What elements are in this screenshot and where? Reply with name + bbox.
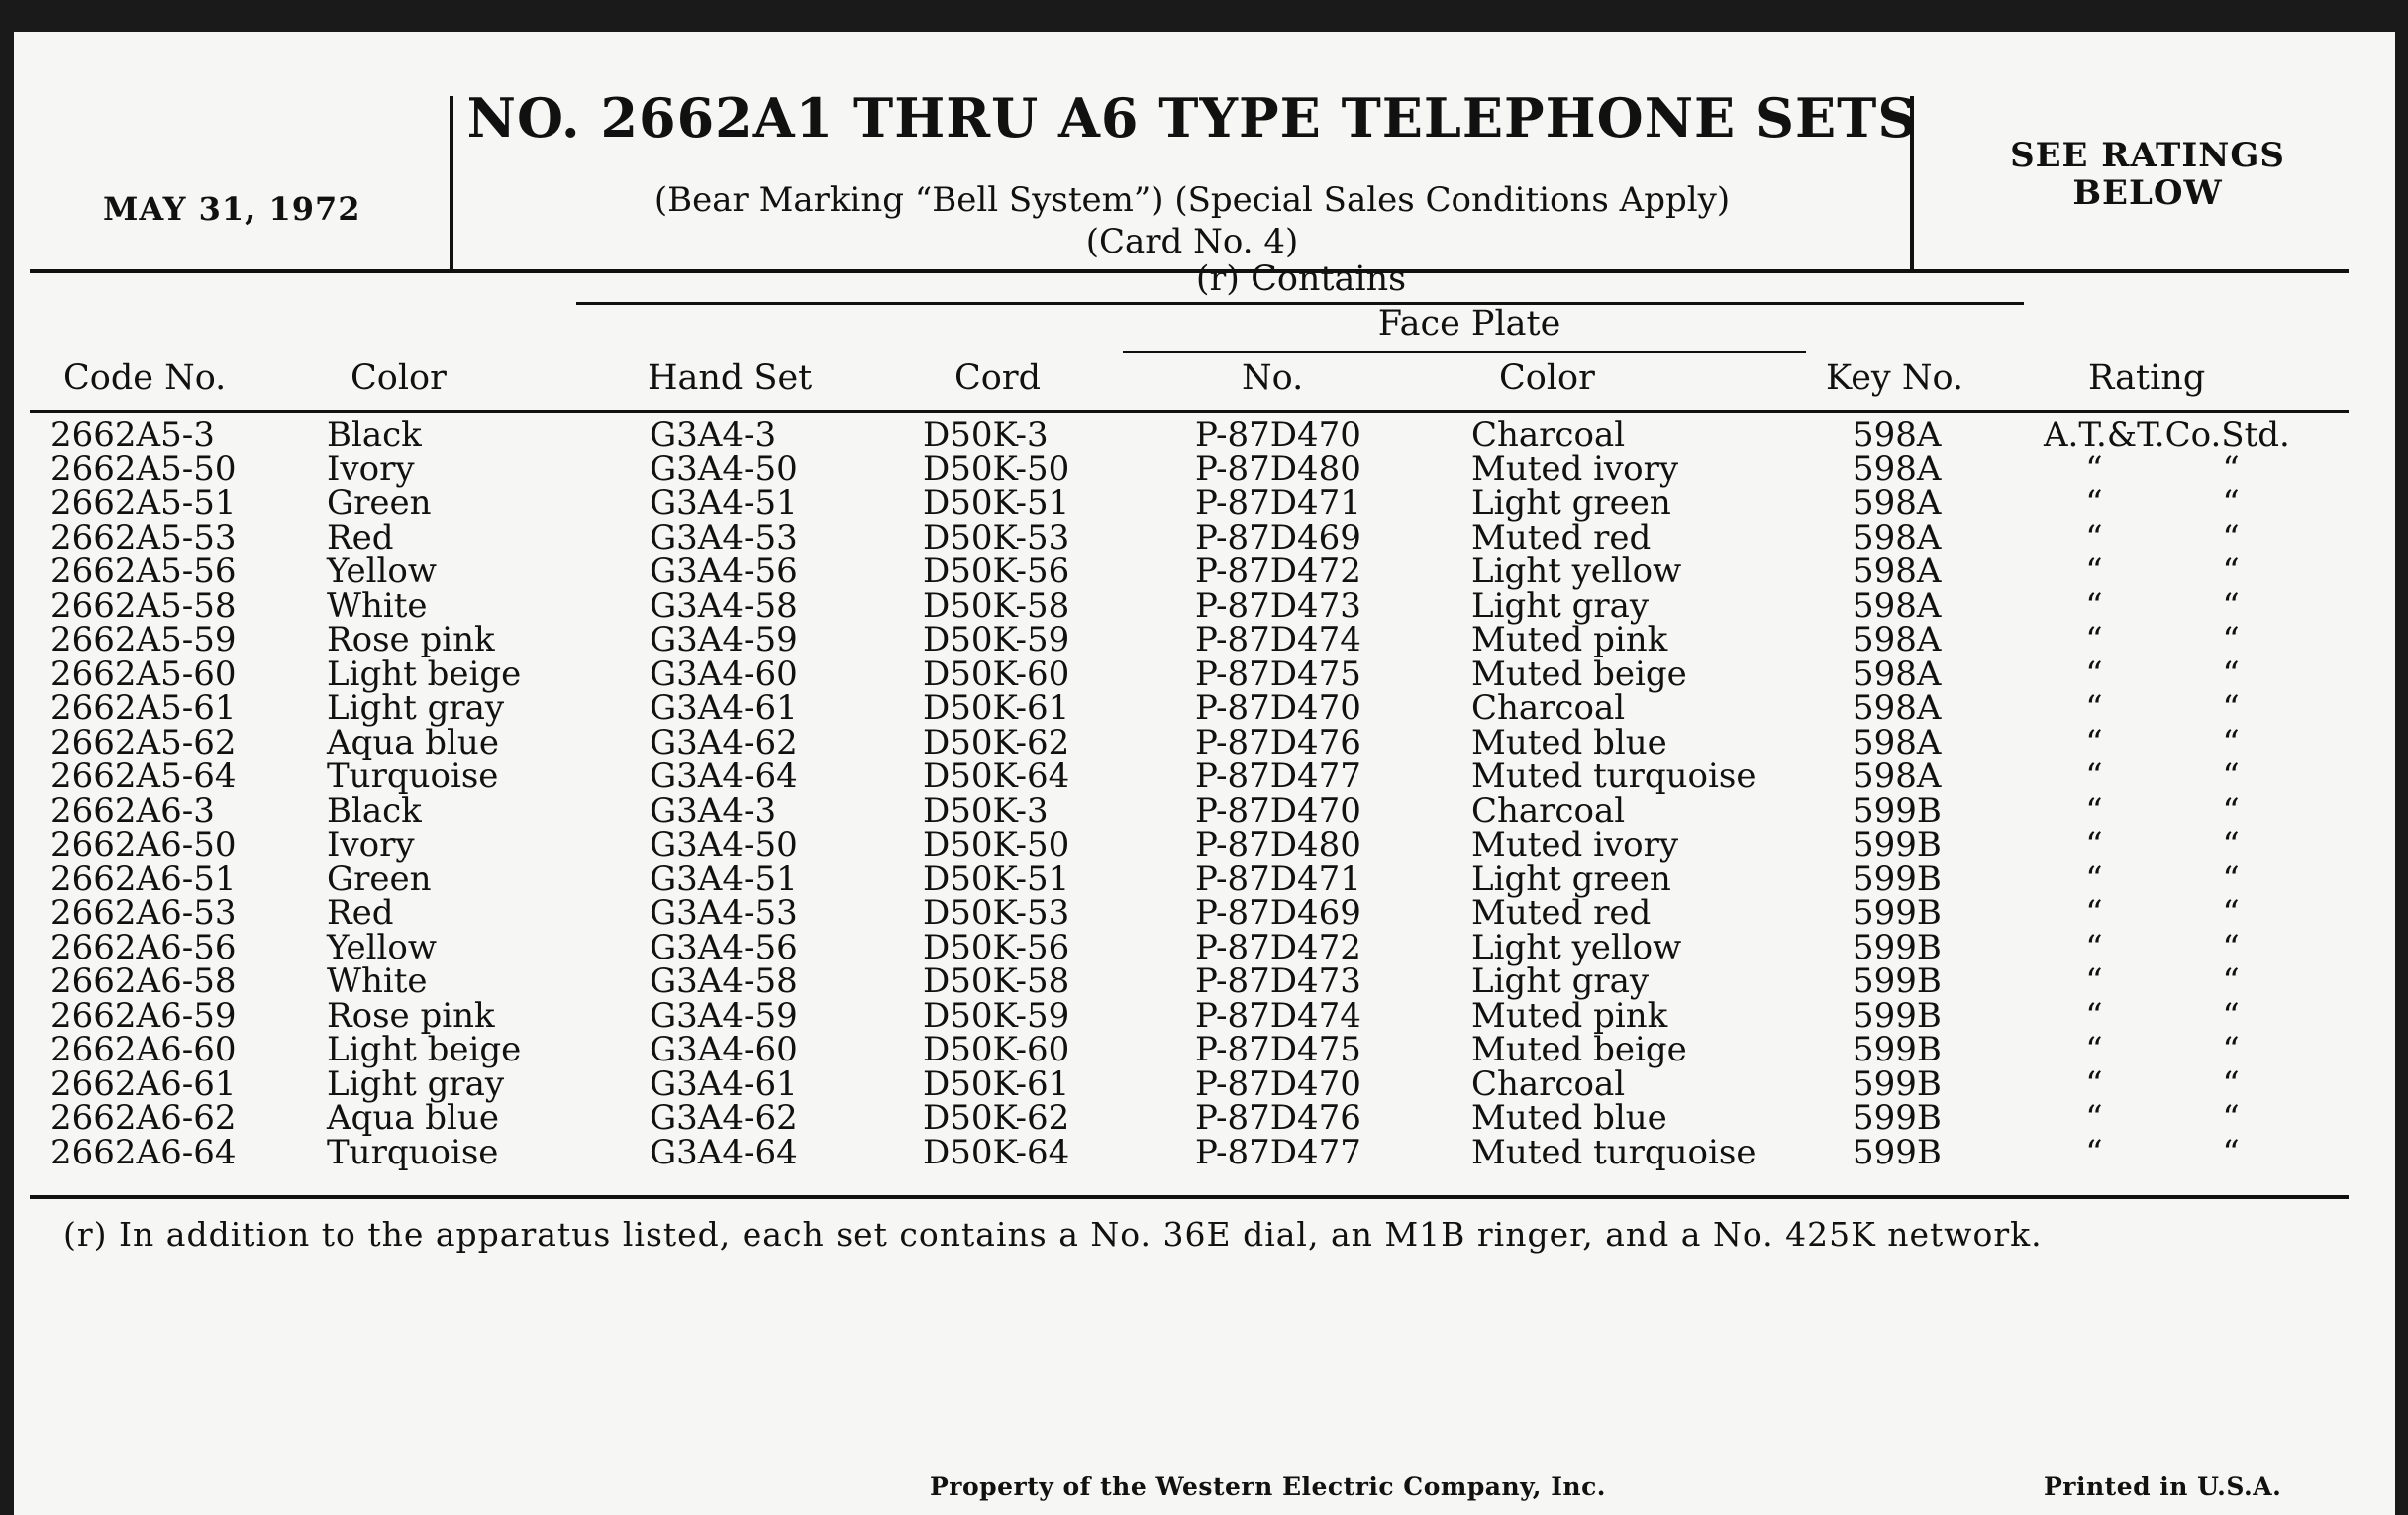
cell-cord: D50K-64 — [923, 757, 1070, 796]
cell-hand-set: G3A4-60 — [650, 1030, 798, 1069]
cell-faceplate-no: P-87D475 — [1195, 1030, 1361, 1069]
cell-hand-set: G3A4-51 — [650, 858, 798, 899]
cell-rating: “ “ — [2085, 449, 2240, 489]
cell-cord: D50K-59 — [923, 620, 1070, 659]
cell-rating: “ “ — [2085, 688, 2240, 728]
cell-color: Turquoise — [327, 1132, 499, 1172]
cell-cord: D50K-62 — [923, 1098, 1070, 1138]
cell-cord: D50K-58 — [923, 585, 1070, 626]
cell-code: 2662A6-53 — [50, 893, 237, 933]
cell-cord: D50K-58 — [923, 961, 1070, 1001]
cell-color: Light beige — [327, 1030, 522, 1069]
cell-code: 2662A6-61 — [50, 1063, 237, 1104]
cell-rating: “ “ — [2085, 1132, 2240, 1172]
cell-color: Ivory — [327, 449, 415, 489]
cell-rating: “ “ — [2085, 825, 2240, 864]
cell-faceplate-no: P-87D474 — [1195, 620, 1361, 659]
cell-hand-set: G3A4-56 — [650, 927, 798, 967]
cell-color: Green — [327, 483, 432, 523]
cell-code: 2662A5-62 — [50, 722, 237, 762]
cell-code: 2662A5-3 — [50, 415, 215, 454]
column-header-rule — [30, 410, 2349, 413]
cell-cord: D50K-56 — [923, 552, 1070, 591]
cell-faceplate-color: Muted beige — [1471, 654, 1687, 694]
table-row — [14, 961, 2395, 1001]
cell-faceplate-color: Muted red — [1471, 517, 1652, 557]
faceplate-group-header: Face Plate — [1377, 304, 1561, 344]
cell-hand-set: G3A4-64 — [650, 1132, 798, 1172]
col-header-rating: Rating — [2088, 358, 2206, 398]
cell-cord: D50K-61 — [923, 688, 1070, 728]
cell-code: 2662A5-60 — [50, 654, 237, 694]
cell-hand-set: G3A4-64 — [650, 757, 798, 796]
cell-faceplate-no: P-87D477 — [1195, 1132, 1361, 1172]
cell-faceplate-color: Muted ivory — [1471, 449, 1679, 489]
table-row — [14, 1063, 2395, 1104]
ratings-note-line1: SEE RATINGS — [2010, 136, 2285, 175]
cell-key-no: 598A — [1853, 654, 1942, 694]
cell-code: 2662A5-50 — [50, 449, 237, 489]
property-notice: Property of the Western Electric Company, Inc. — [930, 1472, 1607, 1501]
cell-cord: D50K-50 — [923, 825, 1070, 864]
cell-faceplate-no: P-87D472 — [1195, 552, 1361, 591]
cell-rating: “ “ — [2085, 995, 2240, 1036]
cell-hand-set: G3A4-61 — [650, 1063, 798, 1104]
cell-hand-set: G3A4-3 — [650, 415, 777, 454]
cell-cord: D50K-51 — [923, 858, 1070, 899]
table-row — [14, 688, 2395, 728]
cell-faceplate-color: Charcoal — [1471, 688, 1626, 728]
cell-faceplate-color: Light green — [1471, 858, 1671, 899]
cell-faceplate-color: Charcoal — [1471, 1063, 1626, 1104]
card-subtitle: (Bear Marking “Bell System”) (Special Sales Conditions Apply) — [653, 180, 1731, 220]
cell-rating: “ “ — [2085, 1098, 2240, 1138]
card-number: (Card No. 4) — [1085, 222, 1299, 261]
cell-rating: “ “ — [2085, 585, 2240, 626]
issue-date: MAY 31, 1972 — [103, 190, 361, 228]
cell-code: 2662A6-51 — [50, 858, 237, 899]
cell-faceplate-color: Light green — [1471, 483, 1671, 523]
col-header-hand-set: Hand Set — [648, 358, 813, 398]
cell-faceplate-no: P-87D470 — [1195, 415, 1361, 454]
cell-hand-set: G3A4-60 — [650, 654, 798, 694]
cell-faceplate-no: P-87D476 — [1195, 1098, 1361, 1138]
cell-faceplate-color: Muted red — [1471, 893, 1652, 933]
cell-hand-set: G3A4-58 — [650, 585, 798, 626]
cell-faceplate-no: P-87D471 — [1195, 483, 1361, 523]
cell-faceplate-color: Muted pink — [1471, 995, 1668, 1036]
cell-code: 2662A6-3 — [50, 790, 215, 831]
cell-color: Light gray — [327, 1063, 505, 1104]
table-row — [14, 1098, 2395, 1138]
cell-hand-set: G3A4-62 — [650, 1098, 798, 1138]
cell-cord: D50K-53 — [923, 517, 1070, 557]
cell-rating: “ “ — [2085, 654, 2240, 694]
cell-key-no: 599B — [1853, 995, 1942, 1036]
cell-color: Yellow — [327, 552, 437, 591]
cell-color: Ivory — [327, 825, 415, 864]
col-header-key-no: Key No. — [1826, 358, 1964, 398]
cell-hand-set: G3A4-59 — [650, 620, 798, 659]
cell-cord: D50K-60 — [923, 1030, 1070, 1069]
printed-notice: Printed in U.S.A. — [2044, 1472, 2282, 1501]
cell-key-no: 598A — [1853, 415, 1942, 454]
cell-color: Green — [327, 858, 432, 899]
cell-rating: “ “ — [2085, 1063, 2240, 1104]
cell-faceplate-color: Muted turquoise — [1471, 1132, 1756, 1172]
cell-rating: A.T.&T.Co.Std. — [2044, 415, 2290, 454]
cell-rating: “ “ — [2085, 858, 2240, 899]
col-header-faceplate-no: No. — [1242, 358, 1304, 398]
cell-key-no: 598A — [1853, 620, 1942, 659]
cell-key-no: 599B — [1853, 825, 1942, 864]
cell-code: 2662A6-64 — [50, 1132, 237, 1172]
cell-faceplate-color: Light yellow — [1471, 927, 1682, 967]
cell-faceplate-color: Muted turquoise — [1471, 757, 1756, 796]
cell-color: Black — [327, 415, 422, 454]
table-row — [14, 722, 2395, 762]
cell-rating: “ “ — [2085, 893, 2240, 933]
table-row — [14, 858, 2395, 899]
cell-faceplate-color: Charcoal — [1471, 415, 1626, 454]
cell-code: 2662A5-59 — [50, 620, 237, 659]
cell-code: 2662A5-58 — [50, 585, 237, 626]
cell-faceplate-no: P-87D470 — [1195, 1063, 1361, 1104]
cell-code: 2662A6-60 — [50, 1030, 237, 1069]
cell-color: Light beige — [327, 654, 522, 694]
cell-cord: D50K-3 — [923, 415, 1049, 454]
cell-color: White — [327, 585, 428, 626]
table-row — [14, 1132, 2395, 1172]
cell-faceplate-color: Light gray — [1471, 961, 1650, 1001]
cell-faceplate-no: P-87D474 — [1195, 995, 1361, 1036]
cell-faceplate-no: P-87D473 — [1195, 585, 1361, 626]
cell-color: Rose pink — [327, 995, 495, 1036]
cell-faceplate-color: Light gray — [1471, 585, 1650, 626]
cell-key-no: 598A — [1853, 688, 1942, 728]
cell-rating: “ “ — [2085, 517, 2240, 557]
cell-rating: “ “ — [2085, 961, 2240, 1001]
cell-hand-set: G3A4-3 — [650, 790, 777, 831]
table-row — [14, 415, 2395, 454]
cell-faceplate-color: Muted blue — [1471, 722, 1667, 762]
cell-code: 2662A6-59 — [50, 995, 237, 1036]
cell-color: Light gray — [327, 688, 505, 728]
cell-rating: “ “ — [2085, 790, 2240, 831]
table-row — [14, 483, 2395, 523]
cell-key-no: 598A — [1853, 722, 1942, 762]
cell-rating: “ “ — [2085, 722, 2240, 762]
table-row — [14, 1030, 2395, 1069]
cell-rating: “ “ — [2085, 620, 2240, 659]
cell-cord: D50K-60 — [923, 654, 1070, 694]
table-row — [14, 790, 2395, 831]
table-row — [14, 825, 2395, 864]
cell-faceplate-color: Muted beige — [1471, 1030, 1687, 1069]
cell-hand-set: G3A4-50 — [650, 449, 798, 489]
cell-cord: D50K-50 — [923, 449, 1070, 489]
cell-color: White — [327, 961, 428, 1001]
cell-key-no: 599B — [1853, 858, 1942, 899]
cell-code: 2662A5-53 — [50, 517, 237, 557]
cell-faceplate-no: P-87D471 — [1195, 858, 1361, 899]
cell-key-no: 599B — [1853, 893, 1942, 933]
cell-faceplate-color: Muted ivory — [1471, 825, 1679, 864]
cell-color: Aqua blue — [327, 722, 499, 762]
header-divider-left — [450, 96, 453, 270]
ratings-note — [1940, 137, 2356, 212]
table-row — [14, 552, 2395, 591]
cell-code: 2662A5-51 — [50, 483, 237, 523]
cell-rating: “ “ — [2085, 483, 2240, 523]
catalog-card — [14, 32, 2395, 1515]
cell-rating: “ “ — [2085, 552, 2240, 591]
cell-code: 2662A5-61 — [50, 688, 237, 728]
cell-color: Black — [327, 790, 422, 831]
cell-faceplate-no: P-87D469 — [1195, 893, 1361, 933]
cell-hand-set: G3A4-56 — [650, 552, 798, 591]
cell-faceplate-no: P-87D473 — [1195, 961, 1361, 1001]
cell-key-no: 599B — [1853, 961, 1942, 1001]
cell-color: Aqua blue — [327, 1098, 499, 1138]
col-header-cord: Cord — [954, 358, 1041, 398]
cell-color: Red — [327, 517, 394, 557]
cell-hand-set: G3A4-53 — [650, 893, 798, 933]
cell-rating: “ “ — [2085, 757, 2240, 796]
table-row — [14, 759, 2395, 794]
cell-key-no: 599B — [1853, 790, 1942, 831]
cell-key-no: 599B — [1853, 1063, 1942, 1104]
table-row — [14, 517, 2395, 557]
cell-rating: “ “ — [2085, 927, 2240, 967]
cell-cord: D50K-61 — [923, 1063, 1070, 1104]
cell-faceplate-no: P-87D470 — [1195, 790, 1361, 831]
cell-faceplate-color: Light yellow — [1471, 552, 1682, 591]
cell-hand-set: G3A4-58 — [650, 961, 798, 1001]
cell-rating: “ “ — [2085, 1030, 2240, 1069]
cell-faceplate-no: P-87D469 — [1195, 517, 1361, 557]
cell-faceplate-color: Muted pink — [1471, 620, 1668, 659]
cell-code: 2662A6-56 — [50, 927, 237, 967]
cell-hand-set: G3A4-51 — [650, 483, 798, 523]
table-row — [14, 927, 2395, 967]
table-row — [14, 893, 2395, 933]
card-title: NO. 2662A1 THRU A6 TYPE TELEPHONE SETS — [466, 86, 1918, 150]
cell-hand-set: G3A4-59 — [650, 995, 798, 1036]
col-header-faceplate-color: Color — [1499, 358, 1595, 398]
cell-key-no: 599B — [1853, 927, 1942, 967]
cell-faceplate-color: Charcoal — [1471, 790, 1626, 831]
cell-cord: D50K-56 — [923, 927, 1070, 967]
cell-cord: D50K-51 — [923, 483, 1070, 523]
cell-color: Red — [327, 893, 394, 933]
cell-code: 2662A5-64 — [50, 757, 237, 796]
cell-key-no: 599B — [1853, 1098, 1942, 1138]
cell-key-no: 599B — [1853, 1030, 1942, 1069]
cell-color: Yellow — [327, 927, 437, 967]
cell-key-no: 598A — [1853, 449, 1942, 489]
cell-key-no: 598A — [1853, 483, 1942, 523]
cell-faceplate-no: P-87D480 — [1195, 825, 1361, 864]
cell-faceplate-no: P-87D472 — [1195, 927, 1361, 967]
cell-key-no: 598A — [1853, 757, 1942, 796]
cell-key-no: 598A — [1853, 517, 1942, 557]
cell-code: 2662A6-58 — [50, 961, 237, 1001]
col-header-color: Color — [351, 358, 447, 398]
contains-group-header: (r) Contains — [1195, 259, 1407, 299]
cell-hand-set: G3A4-61 — [650, 688, 798, 728]
cell-color: Turquoise — [327, 757, 499, 796]
table-row — [14, 654, 2395, 694]
ratings-note-line2: BELOW — [2072, 173, 2223, 213]
cell-faceplate-no: P-87D477 — [1195, 757, 1361, 796]
cell-hand-set: G3A4-62 — [650, 722, 798, 762]
cell-cord: D50K-64 — [923, 1132, 1070, 1172]
cell-cord: D50K-53 — [923, 893, 1070, 933]
table-row — [14, 585, 2395, 626]
cell-faceplate-no: P-87D470 — [1195, 688, 1361, 728]
cell-hand-set: G3A4-53 — [650, 517, 798, 557]
cell-faceplate-no: P-87D475 — [1195, 654, 1361, 694]
cell-cord: D50K-59 — [923, 995, 1070, 1036]
cell-faceplate-no: P-87D476 — [1195, 722, 1361, 762]
cell-faceplate-no: P-87D480 — [1195, 449, 1361, 489]
cell-faceplate-color: Muted blue — [1471, 1098, 1667, 1138]
table-row — [14, 620, 2395, 659]
table-row — [14, 449, 2395, 489]
cell-cord: D50K-62 — [923, 722, 1070, 762]
cell-key-no: 599B — [1853, 1132, 1942, 1172]
col-header-code: Code No. — [63, 358, 227, 398]
cell-code: 2662A6-50 — [50, 825, 237, 864]
table-bottom-rule — [30, 1195, 2349, 1199]
parts-table-body — [14, 415, 2395, 1172]
footnote: (r) In addition to the apparatus listed, each set contains a No. 36E dial, an M1B ringer, and a No. 425K network. — [63, 1215, 2043, 1254]
table-row — [14, 995, 2395, 1036]
cell-color: Rose pink — [327, 620, 495, 659]
cell-key-no: 598A — [1853, 585, 1942, 626]
cell-code: 2662A6-62 — [50, 1098, 237, 1138]
cell-hand-set: G3A4-50 — [650, 825, 798, 864]
cell-key-no: 598A — [1853, 552, 1942, 591]
faceplate-rule — [1123, 351, 1806, 354]
cell-code: 2662A5-56 — [50, 552, 237, 591]
cell-cord: D50K-3 — [923, 790, 1049, 831]
